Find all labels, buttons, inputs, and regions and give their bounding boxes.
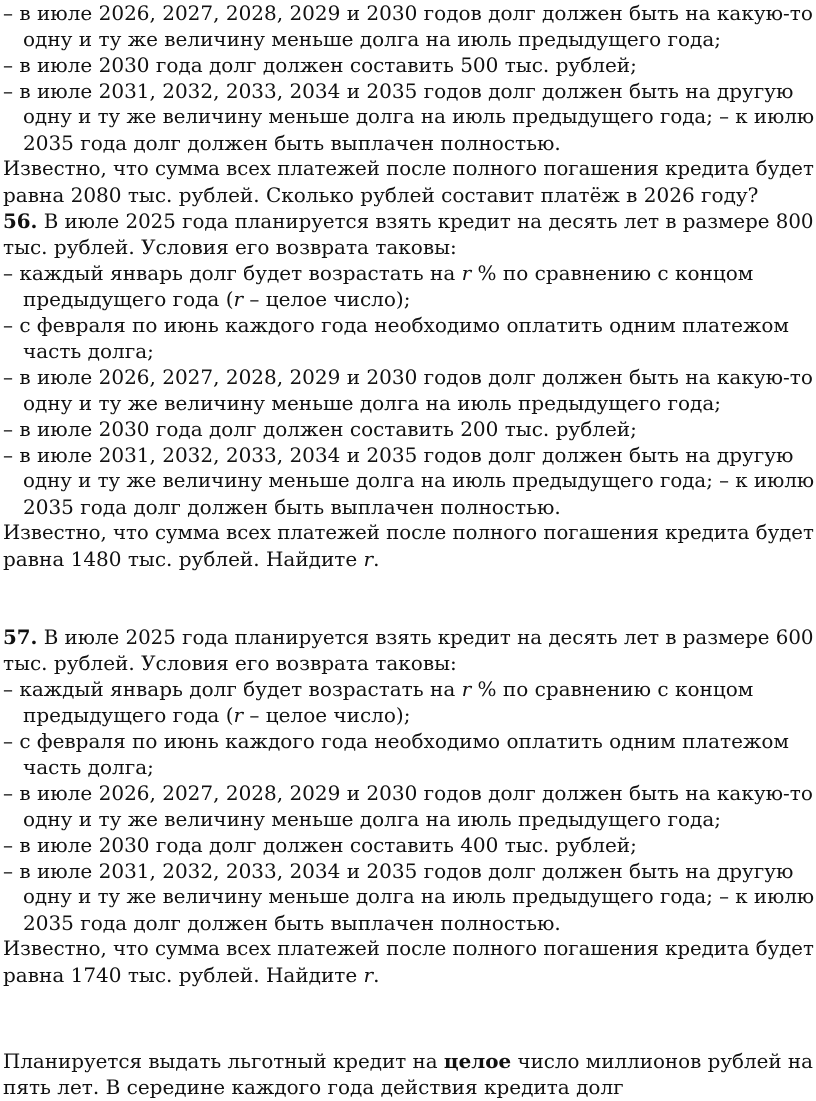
text-fragment: – каждый январь долг будет возрастать на	[3, 677, 462, 701]
text-line: одну и ту же величину меньше долга на июль предыдущего года;	[23, 807, 722, 831]
text-line: – в июле 2030 года долг должен составить 200 тыс. рублей;	[3, 417, 637, 441]
problem-56	[3, 208, 814, 572]
intro-conditions-block	[3, 0, 814, 208]
text-fragment: В июле 2025 года планируется взять кредит на десять лет в размере 600	[37, 626, 814, 649]
text-line: – в июле 2031, 2032, 2033, 2034 и 2035 годов долг должен быть на другую	[3, 443, 794, 467]
text-fragment: – каждый январь долг будет возрастать на	[3, 261, 462, 285]
text-fragment: – целое число);	[243, 287, 411, 311]
text-line: – в июле 2026, 2027, 2028, 2029 и 2030 годов долг должен быть на какую-то	[3, 365, 813, 389]
problem-heading-line	[3, 208, 814, 234]
text-line: одну и ту же величину меньше долга на июль предыдущего года; – к июлю	[23, 469, 815, 492]
text-fragment: .	[373, 547, 380, 571]
text-line: – в июле 2030 года долг должен составить 400 тыс. рублей;	[3, 833, 637, 857]
text-line: – в июле 2031, 2032, 2033, 2034 и 2035 годов долг должен быть на другую	[3, 79, 794, 103]
text-fragment: % по сравнению с концом	[471, 261, 754, 285]
text-fragment: – целое число);	[243, 703, 411, 727]
text-line: пять лет. В середине каждого года действия кредита долг	[3, 1075, 624, 1099]
text-fragment: % по сравнению с концом	[471, 677, 754, 701]
text-fragment: предыдущего года (	[23, 703, 234, 727]
text-line: – с февраля по июнь каждого года необходимо оплатить одним платежом	[3, 313, 789, 337]
text-line: – с февраля по июнь каждого года необходимо оплатить одним платежом	[3, 729, 789, 753]
text-fragment: число миллионов рублей на	[511, 1050, 813, 1073]
problem-heading-line	[3, 624, 814, 650]
text-line: – в июле 2026, 2027, 2028, 2029 и 2030 годов долг должен быть на какую-то	[3, 1, 813, 25]
text-fragment: равна 1480 тыс. рублей. Найдите	[3, 547, 364, 571]
text-line	[3, 702, 814, 728]
text-line: равна 2080 тыс. рублей. Сколько рублей составит платёж в 2026 году?	[3, 183, 759, 207]
variable-r: r	[363, 547, 374, 571]
text-fragment: В июле 2025 года планируется взять кредит на десять лет в размере 800	[37, 210, 814, 233]
text-line: одну и ту же величину меньше долга на июль предыдущего года;	[23, 27, 722, 51]
text-line: – в июле 2030 года долг должен составить 500 тыс. рублей;	[3, 53, 637, 77]
text-line: часть долга;	[23, 755, 154, 779]
problem-57	[3, 624, 814, 988]
spacer	[3, 988, 814, 1048]
text-fragment: Планируется выдать льготный кредит на	[3, 1050, 444, 1073]
variable-r: r	[461, 261, 472, 285]
problem-number: 57.	[3, 625, 38, 649]
final-problem	[3, 1048, 814, 1100]
text-line	[3, 260, 814, 286]
text-fragment: предыдущего года (	[23, 287, 234, 311]
text-line: – в июле 2026, 2027, 2028, 2029 и 2030 годов долг должен быть на какую-то	[3, 781, 813, 805]
text-line: – в июле 2031, 2032, 2033, 2034 и 2035 годов долг должен быть на другую	[3, 859, 794, 883]
text-line	[3, 1048, 814, 1074]
variable-r: r	[363, 963, 374, 987]
text-fragment: .	[373, 963, 380, 987]
text-line: 2035 года долг должен быть выплачен полностью.	[23, 911, 561, 935]
text-fragment: равна 1740 тыс. рублей. Найдите	[3, 963, 364, 987]
text-line: одну и ту же величину меньше долга на июль предыдущего года; – к июлю	[23, 885, 815, 908]
text-line	[3, 676, 814, 702]
problem-number: 56.	[3, 209, 38, 233]
text-line: часть долга;	[23, 339, 154, 363]
variable-r: r	[461, 677, 472, 701]
text-line: 2035 года долг должен быть выплачен полностью.	[23, 131, 561, 155]
spacer	[3, 572, 814, 624]
text-line: тыс. рублей. Условия его возврата таковы:	[3, 235, 457, 259]
text-line	[3, 962, 814, 988]
text-line	[3, 546, 814, 572]
text-line: Известно, что сумма всех платежей после полного погашения кредита будет	[3, 521, 814, 544]
text-line: 2035 года долг должен быть выплачен полностью.	[23, 495, 561, 519]
text-line: одну и ту же величину меньше долга на июль предыдущего года; – к июлю	[23, 105, 815, 128]
text-line: тыс. рублей. Условия его возврата таковы:	[3, 651, 457, 675]
text-line: Известно, что сумма всех платежей после полного погашения кредита будет	[3, 937, 814, 960]
variable-r: r	[233, 287, 244, 311]
emphasis-text: целое	[443, 1049, 512, 1073]
variable-r: r	[233, 703, 244, 727]
text-line: одну и ту же величину меньше долга на июль предыдущего года;	[23, 391, 722, 415]
text-line: Известно, что сумма всех платежей после полного погашения кредита будет	[3, 157, 814, 180]
text-line	[3, 286, 814, 312]
